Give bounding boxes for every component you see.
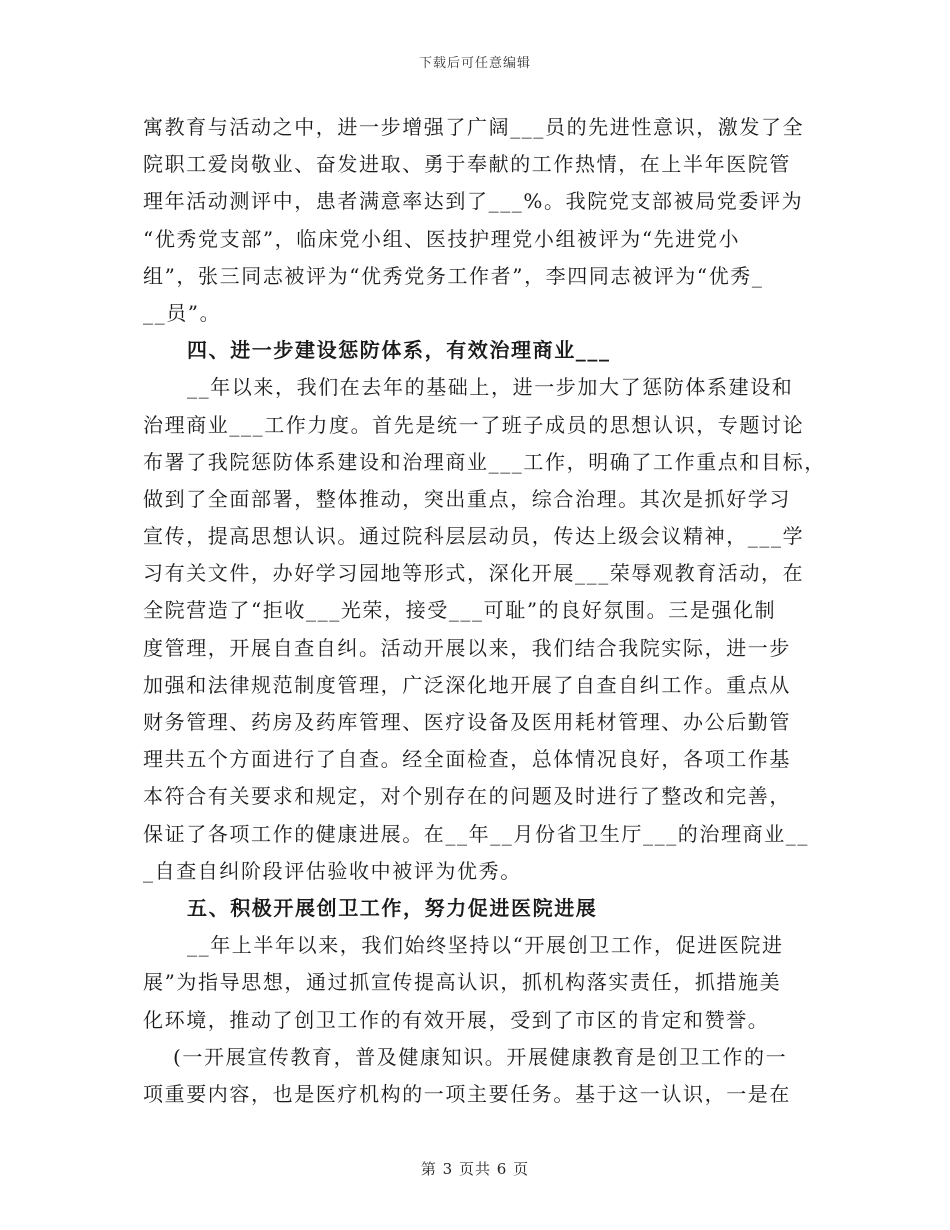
text-line: 理年活动测评中，患者满意率达到了___%。我院党支部被局党委评为 [143,189,804,214]
page-footer: 第 3 页共 6 页 [420,1160,530,1178]
text-line: 项重要内容，也是医疗机构的一项主要任务。基于这一认识，一是在 [143,1081,791,1106]
text-line: 理共五个方面进行了自查。经全面检查，总体情况良好，各项工作基 [143,747,791,772]
text-line: 做到了全面部署，整体推动，突出重点，综合治理。其次是抓好学习 [143,486,791,511]
text-line: __员”。 [143,300,222,325]
text-line: 度管理，开展自查自纠。活动开展以来，我们结合我院实际，进一步 [143,635,791,660]
page-header: 下载后可任意编辑 [418,56,531,71]
section-heading: 五、积极开展创卫工作，努力促进医院进展 [187,895,598,920]
text-line: 展”为指导思想，通过抓宣传提高认识，抓机构落实责任，抓措施美 [143,970,782,995]
text-line: 院职工爱岗敬业、奋发进取、勇于奉献的工作热情，在上半年医院管 [143,152,791,177]
body-text [143,109,826,1113]
text-line: 化环境，推动了创卫工作的有效开展，受到了市区的肯定和赞誉。 [143,1007,770,1032]
text-line: 习有关文件，办好学习园地等形式，深化开展___荣辱观教育活动，在 [143,561,805,586]
text-line: 布署了我院惩防体系建设和治理商业___工作，明确了工作重点和目标， [143,449,826,474]
text-line: __年上半年以来，我们始终坚持以“开展创卫工作，促进医院进 [187,933,784,958]
text-line: 治理商业___工作力度。首先是统一了班子成员的思想认识，专题讨论 [143,412,805,437]
text-line: __年以来，我们在去年的基础上，进一步加大了惩防体系建设和 [187,375,794,400]
section-heading: 四、进一步建设惩防体系，有效治理商业___ [187,338,611,363]
text-line: 本符合有关要求和规定，对个别存在的问题及时进行了整改和完善， [143,784,791,809]
text-line: 宣传，提高思想认识。通过院科层层动员，传达上级会议精神，___学 [143,524,805,549]
text-line: (一开展宣传教育，普及健康知识。开展健康教育是创卫工作的一 [173,1044,788,1069]
text-line: 保证了各项工作的健康进展。在__年__月份省卫生厅___的治理商业__ [143,821,809,846]
text-line: “优秀党支部”，临床党小组、医技护理党小组被评为“先进党小 [143,226,741,251]
text-line: _自查自纠阶段评估验收中被评为优秀。 [143,858,522,883]
text-line: 全院营造了“拒收___光荣，接受___可耻”的良好氛围。三是强化制 [143,598,777,623]
text-line: 加强和法律规范制度管理，广泛深化地开展了自查自纠工作。重点从 [143,672,791,697]
text-line: 财务管理、药房及药库管理、医疗设备及医用耗材管理、办公后勤管 [143,710,791,734]
text-line: 寓教育与活动之中，进一步增强了广阔___员的先进性意识，激发了全 [143,115,805,139]
text-line: 组”，张三同志被评为“优秀党务工作者”，李四同志被评为“优秀_ [143,263,764,288]
